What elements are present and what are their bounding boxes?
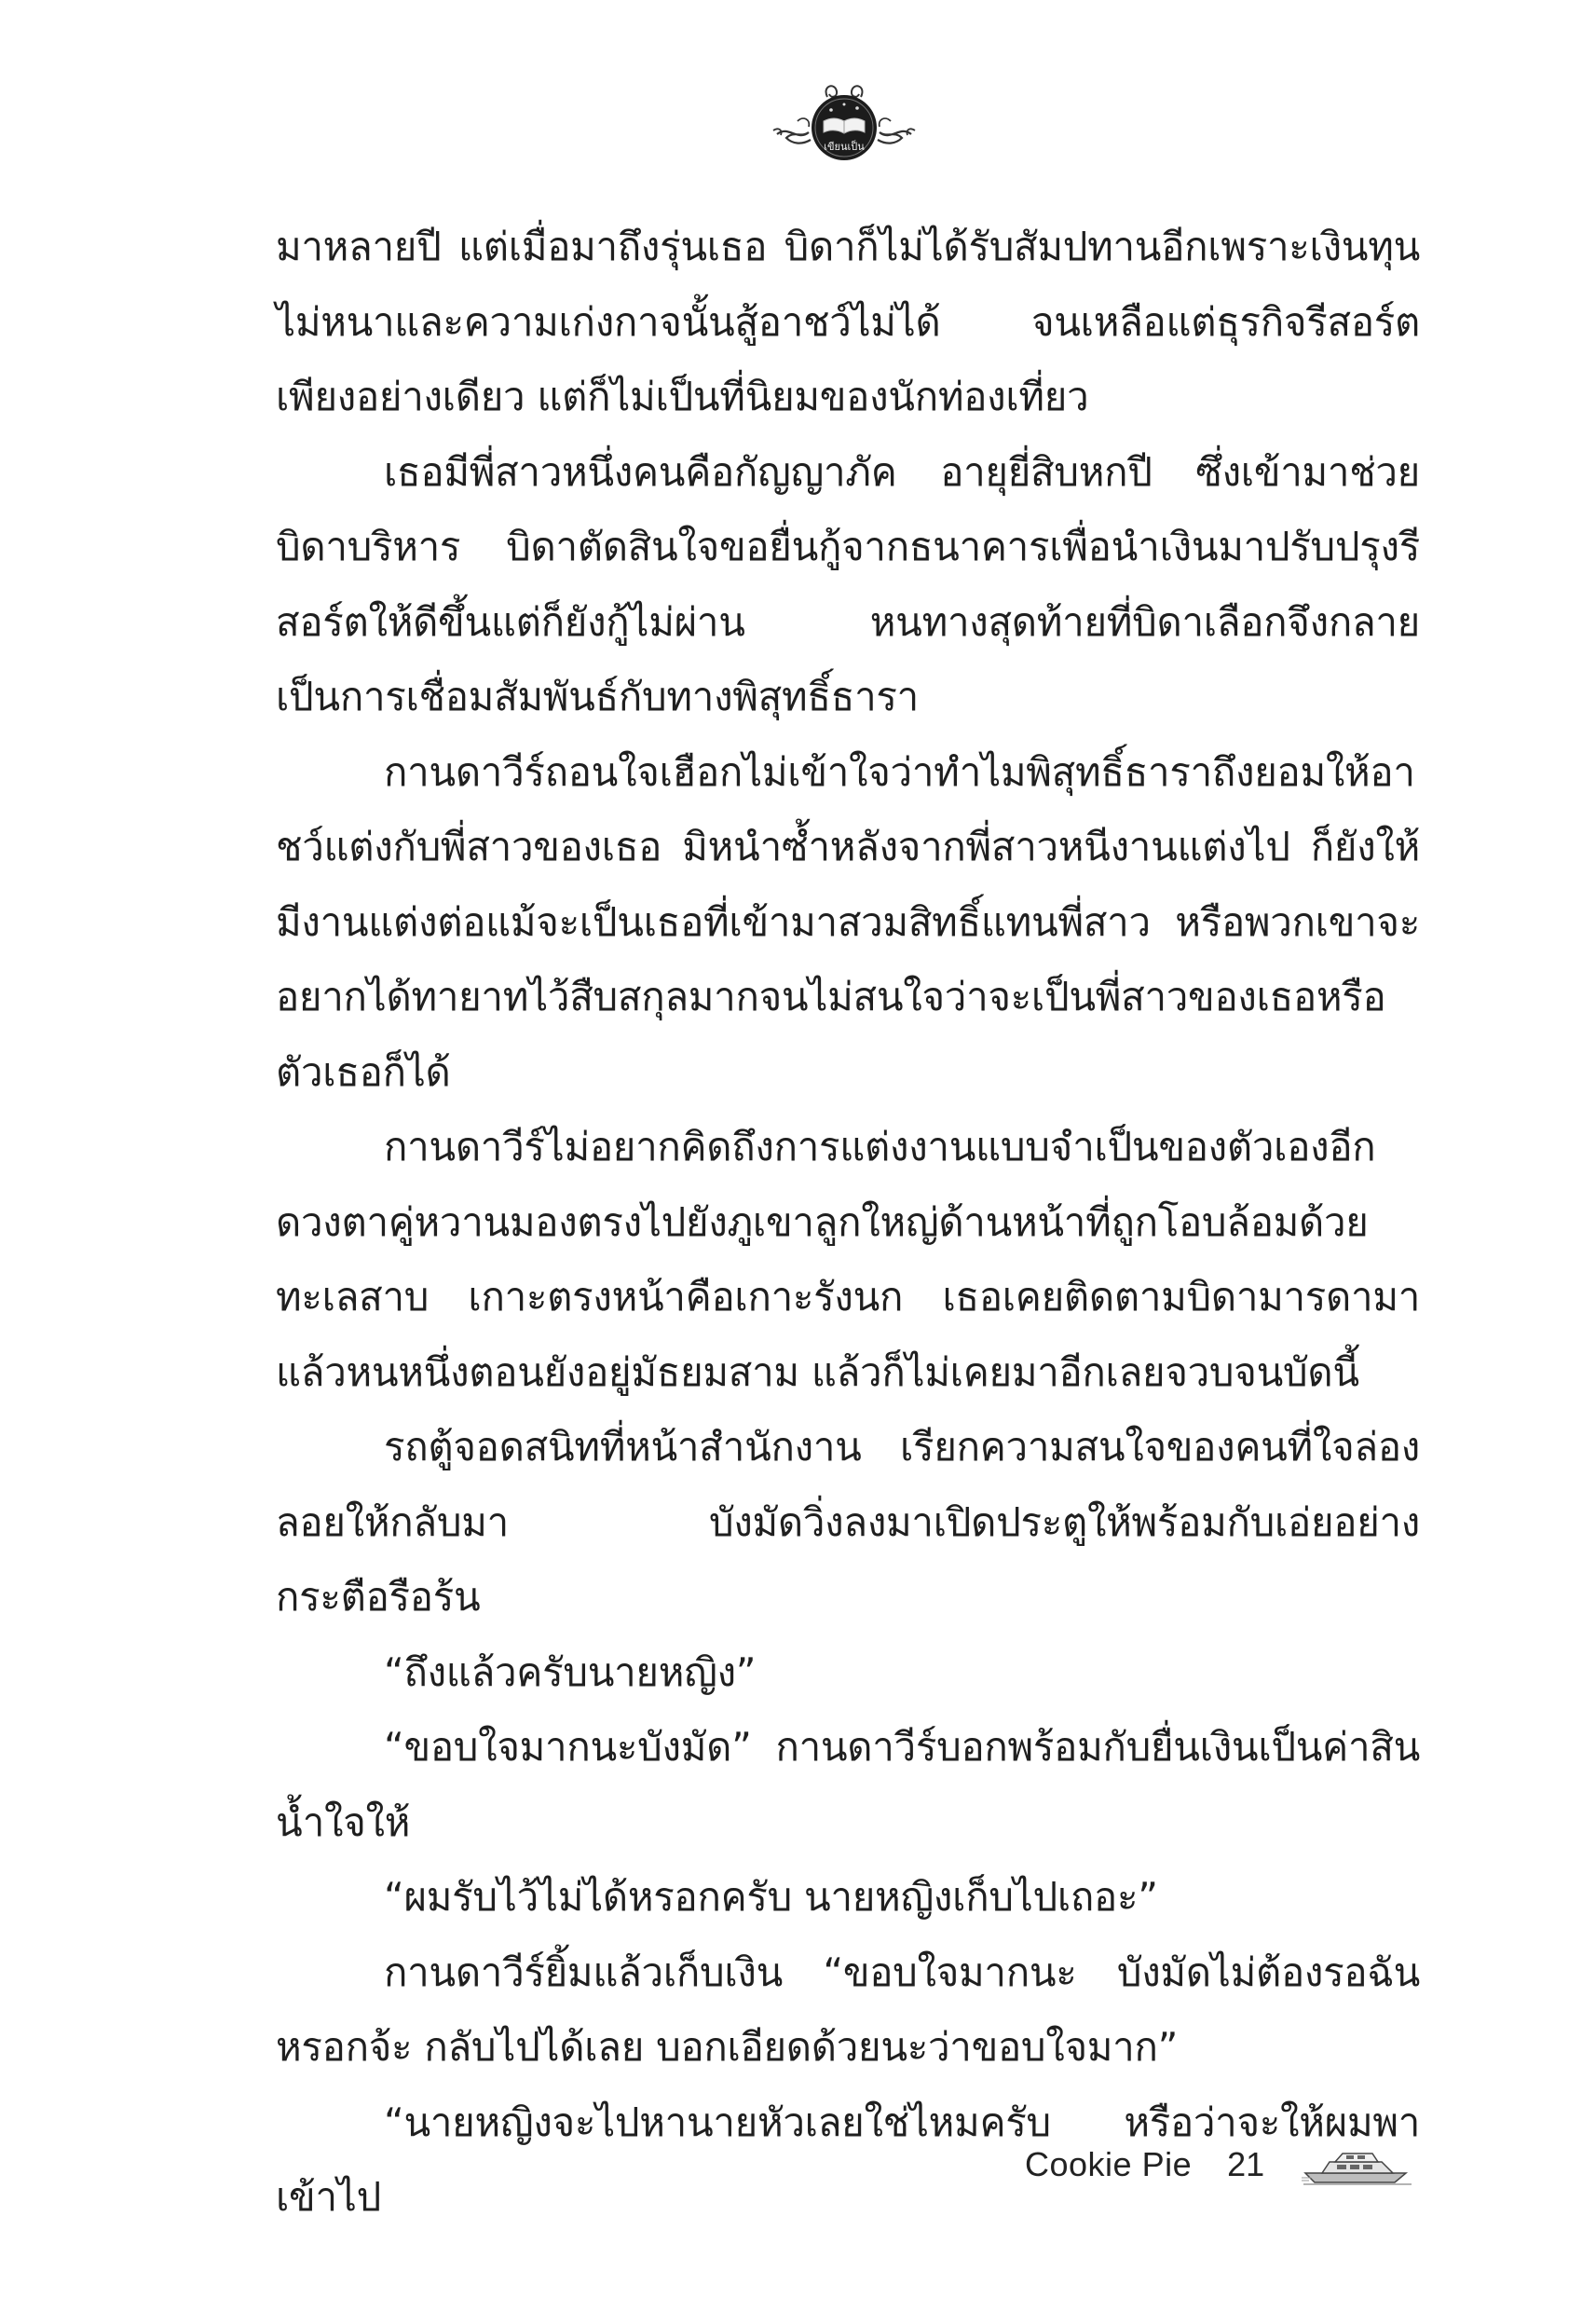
paragraph-7: “ขอบใจมากนะบังมัด” กานดาวีร์บอกพร้อมกับยื่นเงินเป็นค่าสินน้ำใจให้ [276, 1724, 1420, 1845]
ornamental-book-logo-icon [770, 76, 919, 170]
footer-brand: Cookie Pie [1025, 2145, 1193, 2183]
yacht-icon [1302, 2143, 1413, 2186]
page-footer [1025, 2139, 1413, 2191]
paragraph-3: กานดาวีร์ถอนใจเฮือกไม่เข้าใจว่าทำไมพิสุทธิ์ธาราถึงยอมให้อาชว์แต่งกับพี่สาวของเธอ มิหนำซ้ำหลังจากพี่สาวหนีงานแต่งไป ก็ยังให้มีงานแต่งต่อแม้จะเป็นเธอที่เข้ามาสวมสิทธิ์แทนพี่สาว หรือพวกเขาจะอยากได้ทายาทไว้สืบสกุลมากจนไม่สนใจว่าจะเป็นพี่สาวของเธอหรือตัวเธอก็ได้ [276, 748, 1420, 1095]
paragraph-5: รถตู้จอดสนิทที่หน้าสำนักงาน เรียกความสนใจของคนที่ใจล่องลอยให้กลับมา บังมัดวิ่งลงมาเปิดประตูให้พร้อมกับเอ่ยอย่างกระตือรือร้น [276, 1424, 1420, 1620]
body-text [276, 210, 1420, 2236]
paragraph-10: “นายหญิงจะไปหานายหัวเลยใช่ไหมครับ หรือว่าจะให้ผมพาเข้าไป [276, 2099, 1420, 2220]
paragraph-6: “ถึงแล้วครับนายหญิง” [384, 1648, 757, 1695]
paragraph-1: มาหลายปี แต่เมื่อมาถึงรุ่นเธอ บิดาก็ไม่ได้รับสัมปทานอีกเพราะเงินทุนไม่หนาและความเก่งกาจนั้นสู้อาชว์ไม่ได้ จนเหลือแต่ธุรกิจรีสอร์ตเพียงอย่างเดียว แต่ก็ไม่เป็นที่นิยมของนักท่องเที่ยว [276, 224, 1420, 419]
page-number: 21 [1227, 2145, 1265, 2183]
paragraph-4: กานดาวีร์ไม่อยากคิดถึงการแต่งงานแบบจำเป็นของตัวเองอีก ดวงตาคู่หวานมองตรงไปยังภูเขาลูกใหญ่ด้านหน้าที่ถูกโอบล้อมด้วยทะเลสาบ เกาะตรงหน้าคือเกาะรังนก เธอเคยติดตามบิดามารดามาแล้วหนหนึ่งตอนยังอยู่มัธยมสาม แล้วก็ไม่เคยมาอีกเลยจวบจนบัดนี้ [276, 1124, 1420, 1395]
paragraph-2: เธอมีพี่สาวหนึ่งคนคือกัญญาภัค อายุยี่สิบหกปี ซึ่งเข้ามาช่วยบิดาบริหาร บิดาตัดสินใจขอยื่นกู้จากธนาคารเพื่อนำเงินมาปรับปรุงรีสอร์ตให้ดีขึ้นแต่ก็ยังกู้ไม่ผ่าน หนทางสุดท้ายที่บิดาเลือกจึงกลายเป็นการเชื่อมสัมพันธ์กับทางพิสุทธิ์ธารา [276, 448, 1420, 719]
paragraph-9: กานดาวีร์ยิ้มแล้วเก็บเงิน “ขอบใจมากนะ บังมัดไม่ต้องรอฉันหรอกจ้ะ กลับไปได้เลย บอกเอียดด้วยนะว่าขอบใจมาก” [276, 1949, 1420, 2070]
logo-text: เขียนเป็น [824, 141, 865, 153]
paragraph-8: “ผมรับไว้ไม่ได้หรอกครับ นายหญิงเก็บไปเถอะ” [384, 1874, 1158, 1920]
